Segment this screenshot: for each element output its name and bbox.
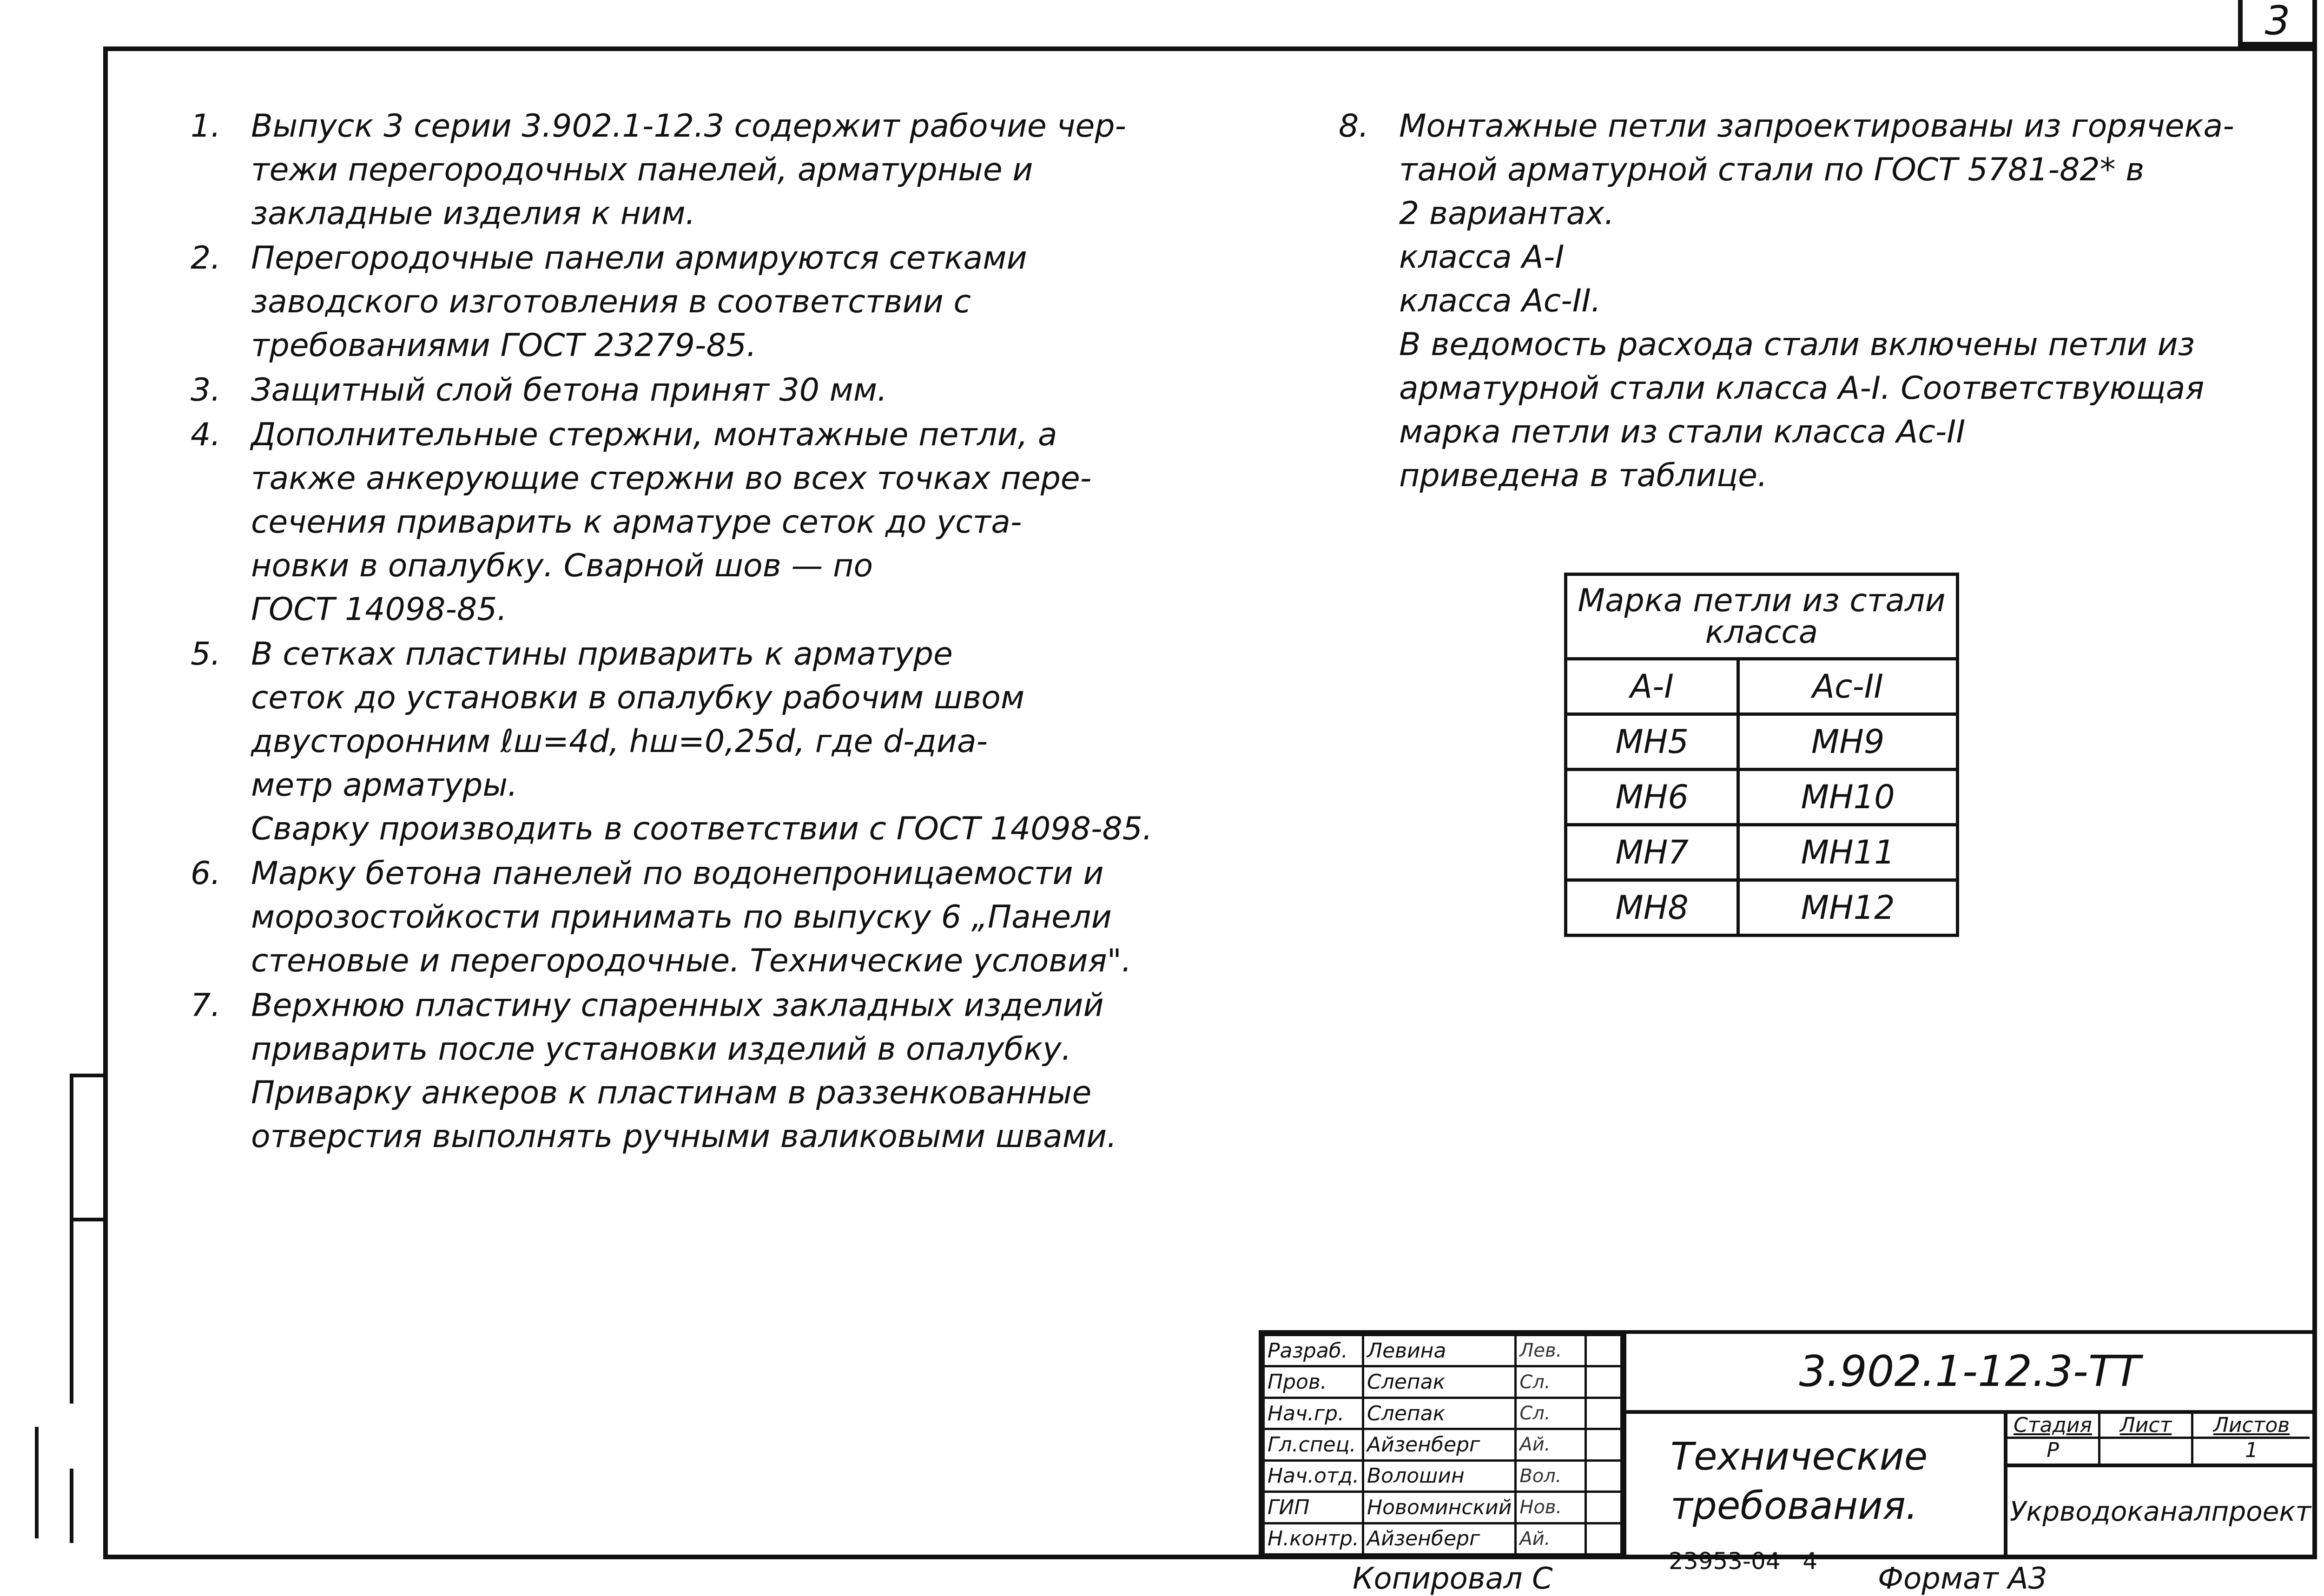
- signature-row: Пров. Слепак Сл.: [1264, 1366, 1622, 1398]
- note-item: 3. Защитный слой бетона принят 30 мм.: [191, 372, 887, 409]
- table-row: МН7 МН11: [1566, 825, 1958, 880]
- signature-row: ГИП Новоминский Нов.: [1264, 1492, 1622, 1523]
- signature: Сл.: [1516, 1366, 1586, 1398]
- title-block: [1259, 1330, 2317, 1559]
- signature-table: [1262, 1334, 1623, 1556]
- signature-row: Нач.отд. Волошин Вол.: [1264, 1460, 1622, 1491]
- signature: Вол.: [1516, 1460, 1586, 1491]
- organization-name: Укрводоканалпроект: [2004, 1467, 2313, 1556]
- technical-notes-left: [191, 105, 1236, 1160]
- signature: Ай.: [1516, 1523, 1586, 1554]
- sheets-value: 1: [2245, 1438, 2258, 1462]
- sheet-header: Лист: [2100, 1414, 2193, 1439]
- signature-row: Н.контр. Айзенберг Ай.: [1264, 1523, 1622, 1554]
- loop-marks-table: [1564, 573, 1959, 937]
- inventory-number: 23953-04 4: [1669, 1548, 1818, 1575]
- signature: Нов.: [1516, 1492, 1586, 1523]
- stage-sheet-grid: [2004, 1414, 2313, 1467]
- document-code: 3.902.1-12.3-ТТ: [1623, 1334, 2313, 1414]
- table-row: МН5 МН9: [1566, 714, 1958, 770]
- note-item: 7. Верхнюю пластину спаренных закладных изделий приварить после установки изделий в опалубку. Приварку анкеров к пластинам в раззенкованные отверстия выполнять ручными валиковыми швами.: [191, 987, 1117, 1155]
- stage-value: Р: [2007, 1439, 2100, 1464]
- table-caption: Марка петли из стали класса: [1566, 574, 1958, 659]
- copied-by: Копировал С: [1353, 1562, 1553, 1596]
- sheet-value: [2100, 1439, 2193, 1464]
- page-number: 3: [2238, 0, 2317, 46]
- signature: Сл.: [1516, 1398, 1586, 1429]
- stage-header: Стадия: [2007, 1414, 2100, 1439]
- signature: Ай.: [1516, 1429, 1586, 1460]
- note-item: 4. Дополнительные стержни, монтажные петли, а также анкерующие стержни во всех точках пере- сечения приварить к арматуре сеток до уста- новки в опалубку. Сварной шов — по ГОСТ 14098-85.: [191, 416, 1092, 628]
- sheets-header: Листов: [2193, 1414, 2310, 1439]
- table-row: МН8 МН12: [1566, 880, 1958, 936]
- column-header: А-I: [1566, 659, 1738, 714]
- note-item: 5. В сетках пластины приварить к арматуре сеток до установки в опалубку рабочим швом двусторонним ℓш=4d, hш=0,25d, где d-диа- метр арматуры. Сварку производить в соответствии с ГОСТ 14098-85.: [191, 636, 1153, 847]
- note-item: 6. Марку бетона панелей по водонепроницаемости и морозостойкости принимать по выпуску 6 „Панели стеновые и перегородочные. Технические условия".: [191, 855, 1132, 979]
- signature-row: Нач.гр. Слепак Сл.: [1264, 1398, 1622, 1429]
- paper-format: Формат А3: [1878, 1562, 2047, 1596]
- signature-row: Разраб. Левина Лев.: [1264, 1335, 1622, 1366]
- column-header: Ас-II: [1738, 659, 1958, 714]
- signature: Лев.: [1516, 1335, 1586, 1366]
- note-item: 2. Перегородочные панели армируются сетками заводского изготовления в соответствии с требованиями ГОСТ 23279-85.: [191, 240, 1027, 364]
- signature-row: Гл.спец. Айзенберг Ай.: [1264, 1429, 1622, 1460]
- document-title: Технические требования.: [1623, 1414, 2004, 1556]
- table-row: МН6 МН10: [1566, 770, 1958, 825]
- note-item: 1. Выпуск 3 серии 3.902.1-12.3 содержит рабочие чер- тежи перегородочных панелей, арматурные и закладные изделия к ним.: [191, 108, 1127, 232]
- technical-note-8: 8. Монтажные петли запроектированы из горячека- таной арматурной стали по ГОСТ 5781-82* в 2 вариантах. класса А-I класса Ас-II. В ведомость расхода стали включены петли из арматурной стали класса А-I. Соответствующая марка петли из стали класса Ас-II приведена в таблице.: [1339, 108, 2234, 494]
